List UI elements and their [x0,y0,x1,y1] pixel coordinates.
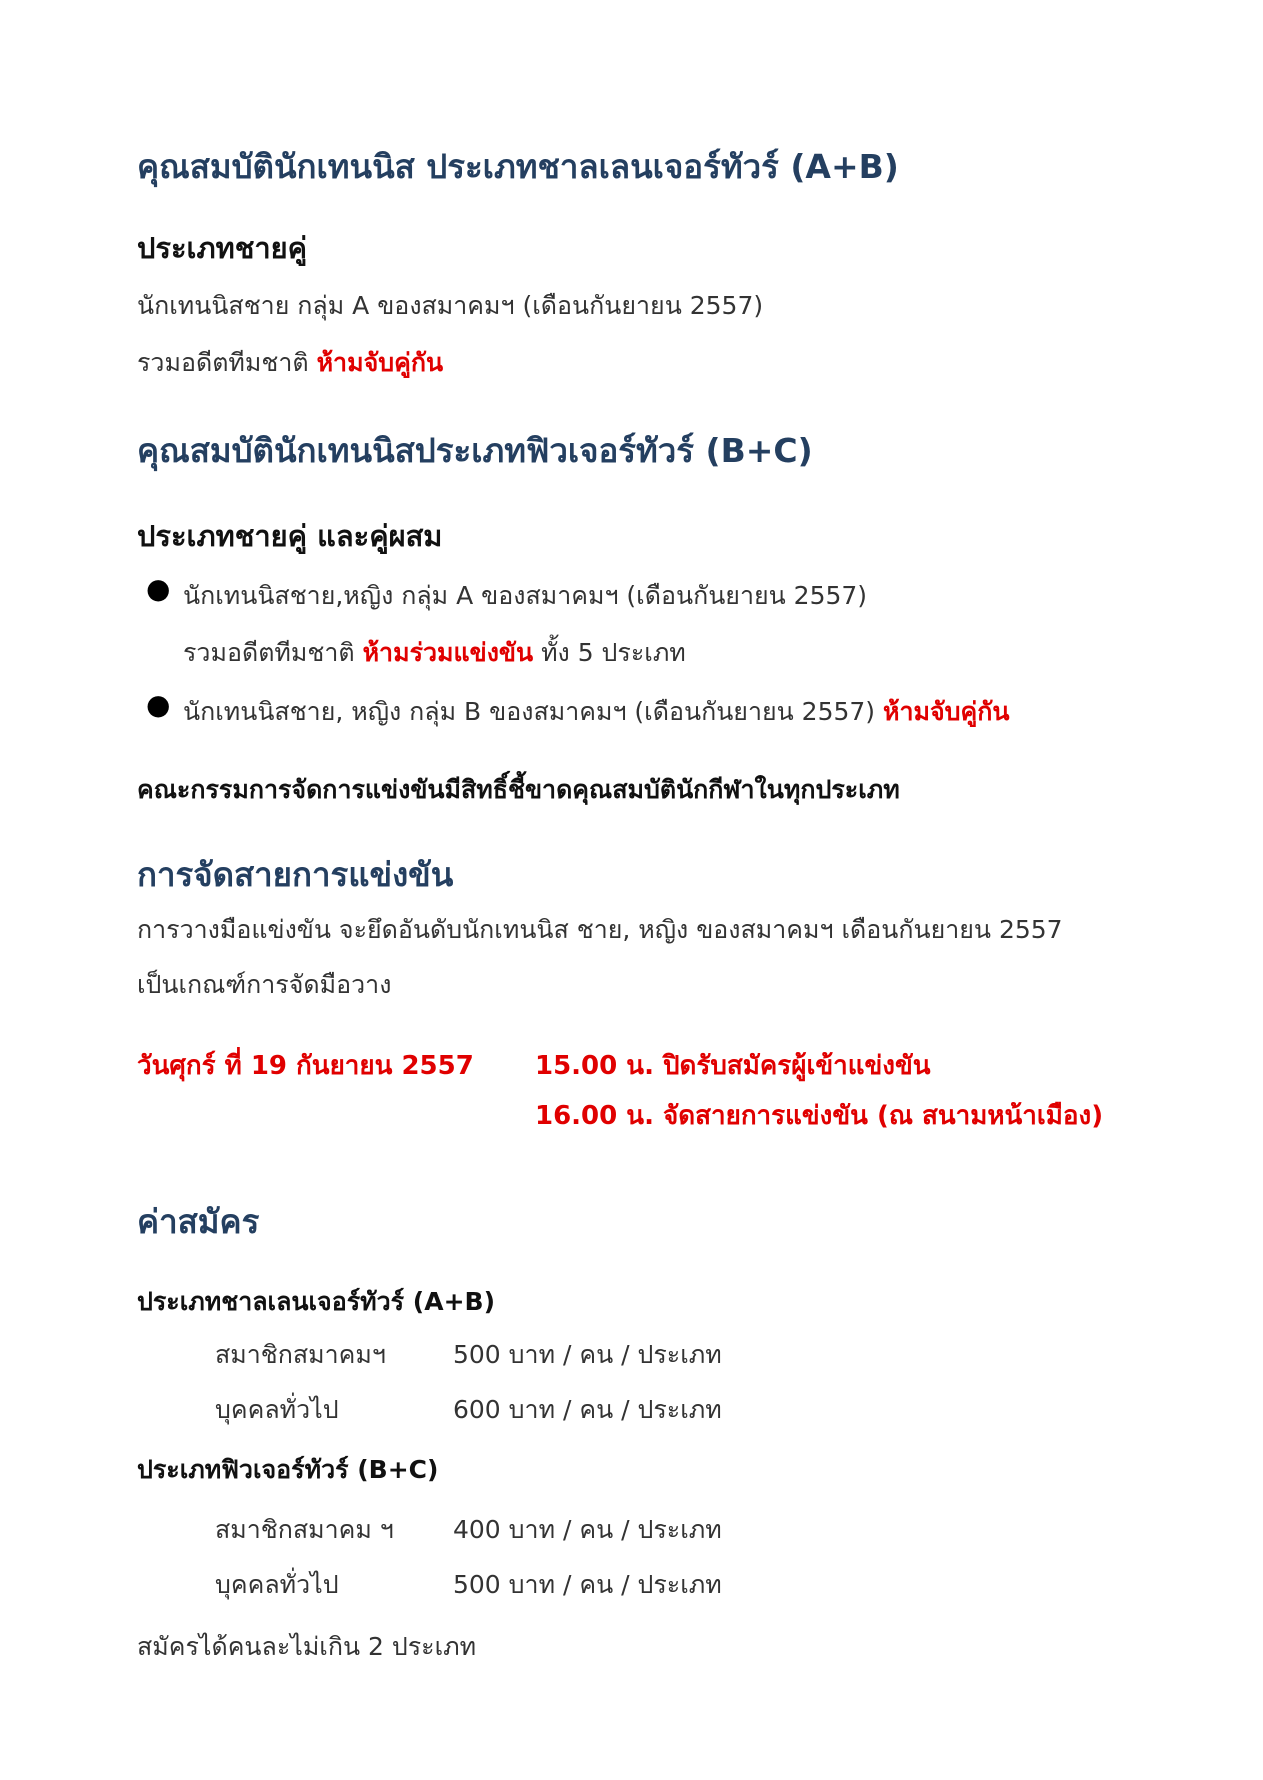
fee-price: 600 บาท / คน / ประเภท [453,1395,722,1424]
fees-future-heading: ประเภทฟิวเจอร์ทัวร์ (B+C) [137,1455,439,1484]
draw-line2: เป็นเกณฑ์การจัดมือวาง [137,970,392,999]
section1-line2-warning: ห้ามจับคู่กัน [316,348,444,377]
section2-bullet1-tail: ทั้ง 5 ประเภท [533,638,686,667]
draw-title: การจัดสายการแข่งขัน [137,855,454,894]
section2-title: คุณสมบัตินักเทนนิสประเภทฟิวเจอร์ทัวร์ (B+C) [137,431,813,470]
section1-line1: นักเทนนิสชาย กลุ่ม A ของสมาคมฯ (เดือนกันยายน 2557) [137,291,764,320]
draw-line1: การวางมือแข่งขัน จะยึดอันดับนักเทนนิส ชาย, หญิง ของสมาคมฯ เดือนกันยายน 2557 [137,915,1063,944]
section2-bullet2-warning: ห้ามจับคู่กัน [883,697,1010,726]
fees-challenger-heading: ประเภทชาลเลนเจอร์ทัวร์ (A+B) [137,1287,495,1316]
fee-label: สมาชิกสมาคมฯ [215,1340,386,1369]
section1-line2-text: รวมอดีตทีมชาติ [137,348,317,377]
fees-title: ค่าสมัคร [137,1202,260,1241]
draw-date: วันศุกร์ ที่ 19 กันยายน 2557 [137,1051,474,1081]
section1-title: คุณสมบัตินักเทนนิส ประเภทชาลเลนเจอร์ทัวร์ (A+B) [137,147,899,186]
section2-bullet1-text: รวมอดีตทีมชาติ [183,638,363,667]
committee-note: คณะกรรมการจัดการแข่งขันมีสิทธิ์ชี้ขาดคุณสมบัตินักกีฬาในทุกประเภท [137,775,900,804]
section1-line2 [137,343,443,383]
fee-label: บุคคลทั่วไป [215,1395,339,1424]
fee-price: 400 บาท / คน / ประเภท [453,1515,722,1544]
section1-subtitle: ประเภทชายคู่ [137,231,308,265]
section2-bullet2 [183,692,1009,732]
bullet-icon: ● [146,688,171,721]
fee-price: 500 บาท / คน / ประเภท [453,1570,722,1599]
section2-bullet1-line2 [183,633,686,673]
fees-limit-note: สมัครได้คนละไม่เกิน 2 ประเภท [137,1632,477,1661]
section2-bullet1-line1: นักเทนนิสชาย,หญิง กลุ่ม A ของสมาคมฯ (เดือนกันยายน 2557) [183,581,868,610]
draw-time1: 15.00 น. ปิดรับสมัครผู้เข้าแข่งขัน [535,1051,931,1081]
fee-label: สมาชิกสมาคม ฯ [215,1515,394,1544]
section2-bullet2-text: นักเทนนิสชาย, หญิง กลุ่ม B ของสมาคมฯ (เดือนกันยายน 2557) [183,697,883,726]
bullet-icon: ● [146,572,171,605]
fee-label: บุคคลทั่วไป [215,1570,339,1599]
draw-time2: 16.00 น. จัดสายการแข่งขัน (ณ สนามหน้าเมือง) [535,1101,1104,1131]
section2-bullet1-warning: ห้ามร่วมแข่งขัน [362,638,534,667]
fee-price: 500 บาท / คน / ประเภท [453,1340,722,1369]
section2-subtitle: ประเภทชายคู่ และคู่ผสม [137,519,443,553]
